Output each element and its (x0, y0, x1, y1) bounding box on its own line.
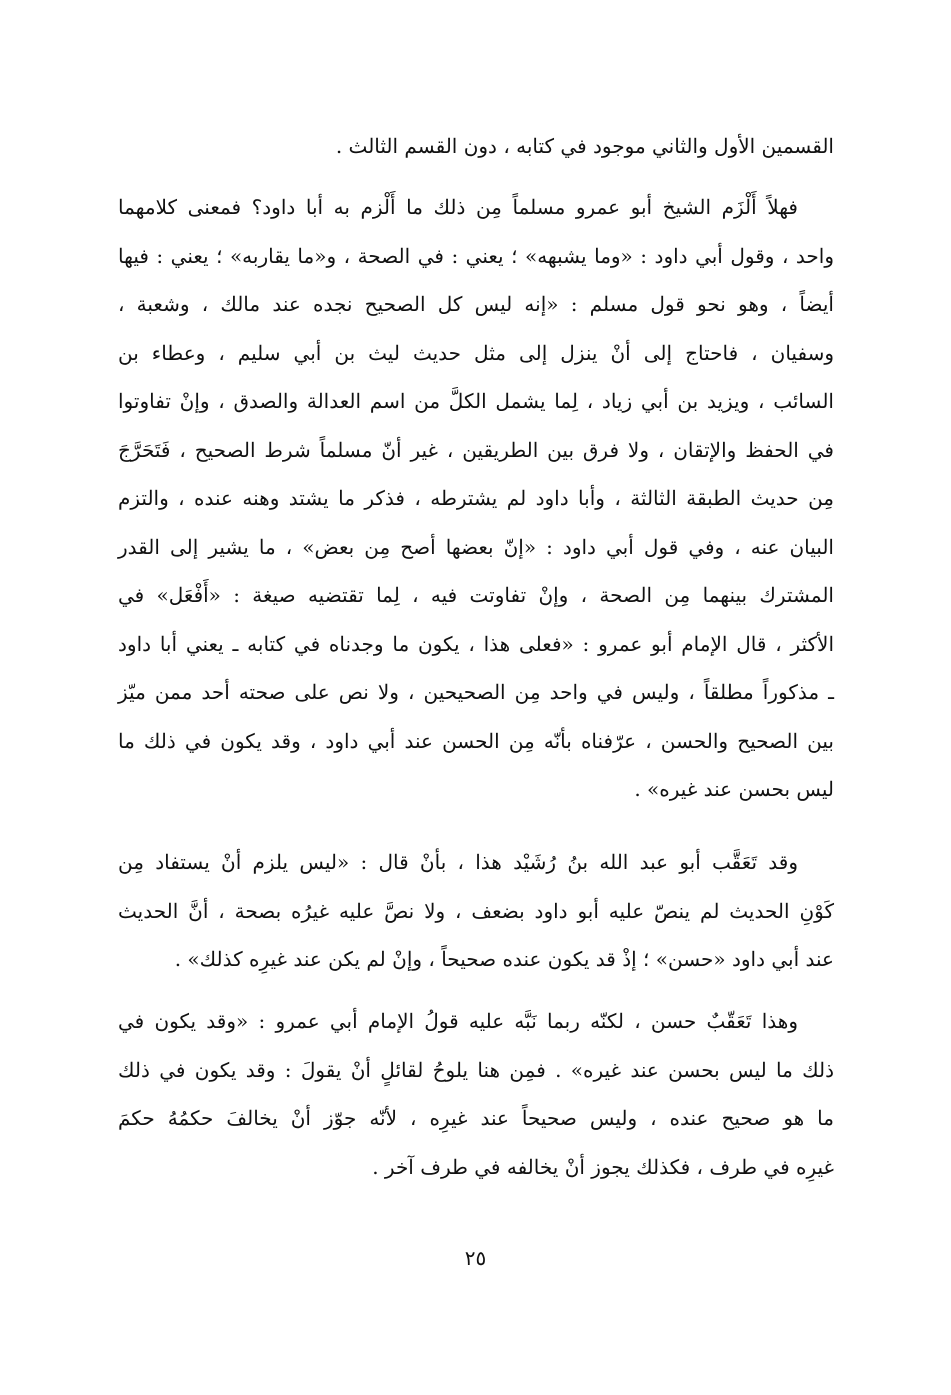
text-line: في الحفظ والإتقان ، ولا فرق بين الطريقين ، غير أنّ مسلماً شرط الصحيح ، فَتَحَرَّجَ (118, 437, 834, 462)
text-line: البيان عنه ، وفي قول أبي داود : «إنّ بعضها أصح مِن بعض» ، ما يشير إلى القدر (118, 534, 834, 559)
text-line: أيضاً ، وهو نحو قول مسلم : «إنه ليس كل الصحيح نجده عند مالك ، وشعبة ، (118, 292, 834, 316)
text-line: وقد تَعَقَّب أبو عبد الله بنُ رُشَيْد هذا ، بأنْ قال : «ليس يلزم أنْ يستفاد مِن (118, 850, 798, 874)
text-line: وهذا تَعَقّبٌ حسن ، لكنّه ربما نَبَّه عليه قولُ الإمام أبي عمرو : «وقد يكون في (118, 1009, 798, 1033)
text-line: السائب ، ويزيد بن أبي زياد ، لِما يشمل الكلَّ من اسم العدالة والصدق ، وإنْ تفاوتوا (118, 389, 834, 413)
text-line: عند أبي داود «حسن» ؛ إذْ قد يكون عنده صحيحاً ، وإنْ لم يكن عند غيرِه كذلك» . (174, 947, 834, 971)
text-line: وسفيان ، فاحتاج إلى أنْ ينزل إلى مثل حديث ليث بن أبي سليم ، وعطاء بن (118, 340, 834, 365)
paragraph (118, 838, 834, 984)
page-number: ٢٥ (464, 1246, 487, 1270)
text-line: واحد ، وقول أبي داود : «وما يشبهه» ؛ يعني : في الصحة ، و«ما يقاربه» ؛ يعني : فيها (118, 243, 834, 268)
text-line: كَوْنِ الحديث لم ينصّ عليه أبو داود بضعف ، ولا نصَّ عليه غيرُه بصحة ، أنَّ الحديث (118, 898, 834, 923)
paragraph (118, 997, 834, 1191)
paragraph (118, 122, 834, 171)
text-line: غيرِه في طرف ، فكذلك يجوز أنْ يخالفه في طرف آخر . (372, 1154, 834, 1179)
text-line: فهلاً أَلْزَم الشيخ أبو عمرو مسلماً مِن ذلك ما أَلْزم به أبا داود؟ فمعنى كلامهما (118, 195, 798, 219)
text-line: ليس بحسن عند غيره» . (634, 777, 834, 801)
text-line: بين الصحيح والحسن ، عرّفناه بأنّه مِن الحسن عند أبي داود ، وقد يكون في ذلك ما (118, 728, 834, 753)
text-line: مِن حديث الطبقة الثالثة ، وأبا داود لم يشترطه ، فذكر ما يشتد وهنه عنده ، والتزم (118, 486, 834, 510)
text-line: المشترك بينهما مِن الصحة ، وإنْ تفاوتت فيه ، لِما تقتضيه صيغة : «أَفْعَل» في (118, 583, 834, 607)
text-line: ذلك ما ليس بحسن عند غيره» . فمِن هنا يلوحُ لقائلٍ أنْ يقولَ : وقد يكون في ذلك (118, 1057, 834, 1082)
text-line: الأكثر ، قال الإمام أبو عمرو : «فعلى هذا ، يكون ما وجدناه في كتابه ـ يعني أبا داود (118, 631, 834, 656)
paragraph (118, 183, 834, 814)
text-line: ـ مذكوراً مطلقاً ، وليس في واحد مِن الصحيحين ، ولا نص على صحته أحد ممن ميّز (118, 680, 834, 704)
text-line: ما هو صحيح عنده ، وليس صحيحاً عند غيرِه ، لأنّه جوّز أنْ يخالفَ حكمُهُ حكمَ (118, 1106, 834, 1130)
text-line: القسمين الأول والثاني موجود في كتابه ، دون القسم الثالث . (335, 134, 834, 158)
